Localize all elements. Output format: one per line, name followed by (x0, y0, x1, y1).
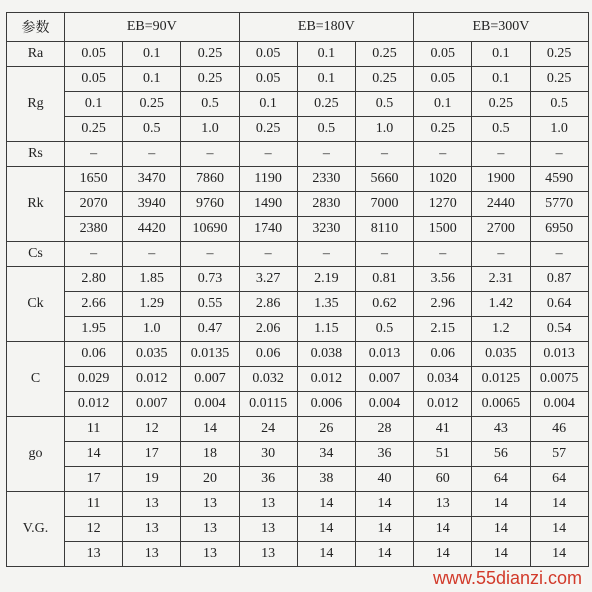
table-cell: 13 (239, 517, 297, 542)
table-cell: – (297, 142, 355, 167)
table-cell: 24 (239, 417, 297, 442)
parameter-table (6, 12, 589, 567)
table-cell: 0.05 (414, 67, 472, 92)
table-cell: 0.25 (472, 92, 530, 117)
table-cell: 3.27 (239, 267, 297, 292)
table-cell: 0.032 (239, 367, 297, 392)
table-cell: 17 (65, 467, 123, 492)
table-cell: 0.06 (65, 342, 123, 367)
table-cell: 46 (530, 417, 588, 442)
table-cell: 14 (472, 492, 530, 517)
table-cell: 64 (530, 467, 588, 492)
table-cell: – (355, 242, 413, 267)
table-cell: 0.1 (414, 92, 472, 117)
table-cell: 14 (297, 492, 355, 517)
table-cell: 1650 (65, 167, 123, 192)
table-cell: 13 (181, 517, 239, 542)
table-cell: 0.0075 (530, 367, 588, 392)
table-cell: 0.55 (181, 292, 239, 317)
table-cell: 8110 (355, 217, 413, 242)
table-cell: 19 (123, 467, 181, 492)
table-row (7, 217, 589, 242)
table-cell: 0.25 (355, 42, 413, 67)
table-cell: 0.05 (65, 42, 123, 67)
table-cell: – (297, 242, 355, 267)
table-cell: – (181, 242, 239, 267)
table-cell: – (472, 142, 530, 167)
table-cell: 28 (355, 417, 413, 442)
table-cell: 14 (355, 492, 413, 517)
row-label: Ra (7, 42, 65, 67)
table-cell: 0.013 (355, 342, 413, 367)
table-cell: 0.05 (414, 42, 472, 67)
table-cell: 1.0 (181, 117, 239, 142)
table-cell: 14 (530, 542, 588, 567)
table-cell: 1020 (414, 167, 472, 192)
table-row (7, 117, 589, 142)
table-cell: 13 (123, 492, 181, 517)
table-cell: 0.004 (530, 392, 588, 417)
table-row (7, 92, 589, 117)
table-row (7, 342, 589, 367)
table-cell: 0.0065 (472, 392, 530, 417)
table-cell: 0.1 (297, 42, 355, 67)
table-cell: 14 (472, 517, 530, 542)
table-cell: 13 (181, 542, 239, 567)
table-cell: 0.25 (123, 92, 181, 117)
param-header: 参数 (7, 13, 65, 42)
table-cell: 2.15 (414, 317, 472, 342)
table-row (7, 317, 589, 342)
table-cell: 0.1 (65, 92, 123, 117)
table-cell: 0.54 (530, 317, 588, 342)
table-cell: – (472, 242, 530, 267)
table-cell: 0.1 (472, 42, 530, 67)
table-cell: – (530, 242, 588, 267)
table-cell: – (239, 142, 297, 167)
table-cell: 0.0125 (472, 367, 530, 392)
table-cell: 13 (239, 542, 297, 567)
table-cell: 0.47 (181, 317, 239, 342)
table-cell: 0.006 (297, 392, 355, 417)
group-header-90v: EB=90V (65, 13, 240, 42)
table-cell: 0.5 (297, 117, 355, 142)
table-cell: 1.0 (530, 117, 588, 142)
table-cell: 0.1 (123, 42, 181, 67)
table-cell: 57 (530, 442, 588, 467)
table-row (7, 417, 589, 442)
table-cell: – (123, 142, 181, 167)
table-cell: – (65, 142, 123, 167)
table-cell: 2440 (472, 192, 530, 217)
table-row (7, 142, 589, 167)
table-cell: 0.0135 (181, 342, 239, 367)
table-cell: 0.25 (181, 67, 239, 92)
table-cell: 0.012 (414, 392, 472, 417)
table-cell: 1740 (239, 217, 297, 242)
table-row (7, 292, 589, 317)
table-row (7, 67, 589, 92)
table-cell: 12 (65, 517, 123, 542)
row-label: V.G. (7, 492, 65, 567)
table-cell: 0.5 (530, 92, 588, 117)
table-body (7, 42, 589, 567)
table-cell: – (414, 242, 472, 267)
table-cell: 14 (414, 542, 472, 567)
table-cell: 1.0 (355, 117, 413, 142)
row-label: Rk (7, 167, 65, 242)
table-cell: 0.25 (239, 117, 297, 142)
table-cell: 0.5 (181, 92, 239, 117)
table-cell: 43 (472, 417, 530, 442)
table-row (7, 167, 589, 192)
table-cell: 0.64 (530, 292, 588, 317)
table-cell: 51 (414, 442, 472, 467)
table-cell: 0.87 (530, 267, 588, 292)
table-cell: 14 (355, 517, 413, 542)
table-cell: – (181, 142, 239, 167)
table-cell: 2830 (297, 192, 355, 217)
table-cell: 1.0 (123, 317, 181, 342)
table-cell: 0.5 (355, 317, 413, 342)
table-cell: 6950 (530, 217, 588, 242)
table-cell: 13 (123, 542, 181, 567)
table-cell: 0.25 (297, 92, 355, 117)
table-cell: 38 (297, 467, 355, 492)
table-cell: 14 (181, 417, 239, 442)
table-cell: 2.96 (414, 292, 472, 317)
table-cell: – (530, 142, 588, 167)
table-cell: 1.42 (472, 292, 530, 317)
table-cell: 3470 (123, 167, 181, 192)
table-cell: 1.35 (297, 292, 355, 317)
table-cell: 64 (472, 467, 530, 492)
table-header-row (7, 13, 589, 42)
table-cell: 7860 (181, 167, 239, 192)
table-cell: 2330 (297, 167, 355, 192)
table-cell: 2380 (65, 217, 123, 242)
table-cell: 14 (297, 542, 355, 567)
table-cell: – (414, 142, 472, 167)
table-cell: 11 (65, 492, 123, 517)
table-row (7, 267, 589, 292)
table-cell: 1190 (239, 167, 297, 192)
table-cell: 9760 (181, 192, 239, 217)
table-cell: 1270 (414, 192, 472, 217)
table-row (7, 442, 589, 467)
table-cell: 13 (414, 492, 472, 517)
table-cell: 3.56 (414, 267, 472, 292)
table-cell: 5770 (530, 192, 588, 217)
table-cell: 0.034 (414, 367, 472, 392)
table-cell: 0.05 (239, 67, 297, 92)
table-cell: 0.25 (355, 67, 413, 92)
table-cell: 4590 (530, 167, 588, 192)
table-cell: 1.15 (297, 317, 355, 342)
table-cell: – (239, 242, 297, 267)
table-cell: 14 (530, 492, 588, 517)
row-label: C (7, 342, 65, 417)
table-cell: 14 (355, 542, 413, 567)
table-cell: 14 (65, 442, 123, 467)
table-cell: 0.1 (123, 67, 181, 92)
table-cell: 0.1 (297, 67, 355, 92)
table-cell: – (355, 142, 413, 167)
table-cell: 17 (123, 442, 181, 467)
row-label: go (7, 417, 65, 492)
table-cell: 1.29 (123, 292, 181, 317)
table-cell: 2.06 (239, 317, 297, 342)
table-cell: 0.25 (530, 42, 588, 67)
table-cell: 0.012 (65, 392, 123, 417)
table-cell: 34 (297, 442, 355, 467)
table-row (7, 467, 589, 492)
table-cell: 4420 (123, 217, 181, 242)
table-cell: 0.004 (355, 392, 413, 417)
table-row (7, 192, 589, 217)
table-cell: 2.66 (65, 292, 123, 317)
table-cell: 0.007 (181, 367, 239, 392)
table-cell: 0.029 (65, 367, 123, 392)
table-cell: 36 (239, 467, 297, 492)
group-header-180v: EB=180V (239, 13, 414, 42)
table-cell: 0.06 (414, 342, 472, 367)
table-cell: 5660 (355, 167, 413, 192)
table-cell: 0.05 (65, 67, 123, 92)
row-label: Cs (7, 242, 65, 267)
table-row (7, 492, 589, 517)
table-cell: 0.25 (181, 42, 239, 67)
table-cell: 12 (123, 417, 181, 442)
table-cell: 0.25 (65, 117, 123, 142)
table-cell: 14 (297, 517, 355, 542)
table-cell: 40 (355, 467, 413, 492)
table-cell: 0.007 (123, 392, 181, 417)
table-cell: 0.035 (472, 342, 530, 367)
table-cell: 20 (181, 467, 239, 492)
table-row (7, 542, 589, 567)
table-cell: 60 (414, 467, 472, 492)
table-cell: 0.1 (239, 92, 297, 117)
table-cell: 0.62 (355, 292, 413, 317)
table-cell: 0.25 (414, 117, 472, 142)
table-cell: 0.0115 (239, 392, 297, 417)
watermark: www.55dianzi.com (432, 568, 582, 588)
table-cell: 26 (297, 417, 355, 442)
table-cell: 2.19 (297, 267, 355, 292)
table-cell: 14 (530, 517, 588, 542)
table-cell: 13 (123, 517, 181, 542)
table-row (7, 517, 589, 542)
table-cell: 0.007 (355, 367, 413, 392)
table-row (7, 242, 589, 267)
row-label: Rs (7, 142, 65, 167)
table-cell: 2700 (472, 217, 530, 242)
table-cell: 14 (472, 542, 530, 567)
table-cell: 0.012 (297, 367, 355, 392)
table-cell: 14 (414, 517, 472, 542)
table-cell: 0.5 (355, 92, 413, 117)
table-cell: 1.95 (65, 317, 123, 342)
table-cell: 0.013 (530, 342, 588, 367)
table-row (7, 392, 589, 417)
table-cell: 2.80 (65, 267, 123, 292)
table-cell: 0.73 (181, 267, 239, 292)
table-cell: 10690 (181, 217, 239, 242)
table-cell: 0.81 (355, 267, 413, 292)
table-cell: 0.035 (123, 342, 181, 367)
table-cell: 0.05 (239, 42, 297, 67)
table-cell: 0.25 (530, 67, 588, 92)
table-cell: 0.038 (297, 342, 355, 367)
table-cell: 0.5 (123, 117, 181, 142)
table-cell: 1.2 (472, 317, 530, 342)
table-cell: 1900 (472, 167, 530, 192)
table-cell: 2.31 (472, 267, 530, 292)
table-cell: 0.06 (239, 342, 297, 367)
table-cell: 0.012 (123, 367, 181, 392)
row-label: Ck (7, 267, 65, 342)
table-cell: 41 (414, 417, 472, 442)
table-cell: 3230 (297, 217, 355, 242)
table-cell: 0.1 (472, 67, 530, 92)
table-cell: 13 (181, 492, 239, 517)
table-cell: 1500 (414, 217, 472, 242)
group-header-300v: EB=300V (414, 13, 589, 42)
table-cell: 0.004 (181, 392, 239, 417)
table-cell: 1.85 (123, 267, 181, 292)
table-cell: 2.86 (239, 292, 297, 317)
table-cell: – (123, 242, 181, 267)
table-cell: 7000 (355, 192, 413, 217)
table-cell: 0.5 (472, 117, 530, 142)
table-row (7, 42, 589, 67)
table-cell: 36 (355, 442, 413, 467)
table-cell: – (65, 242, 123, 267)
table-cell: 56 (472, 442, 530, 467)
table-cell: 13 (239, 492, 297, 517)
table-cell: 30 (239, 442, 297, 467)
table-cell: 13 (65, 542, 123, 567)
table-cell: 18 (181, 442, 239, 467)
table-cell: 1490 (239, 192, 297, 217)
row-label: Rg (7, 67, 65, 142)
table-cell: 2070 (65, 192, 123, 217)
table-cell: 3940 (123, 192, 181, 217)
table-cell: 11 (65, 417, 123, 442)
table-row (7, 367, 589, 392)
